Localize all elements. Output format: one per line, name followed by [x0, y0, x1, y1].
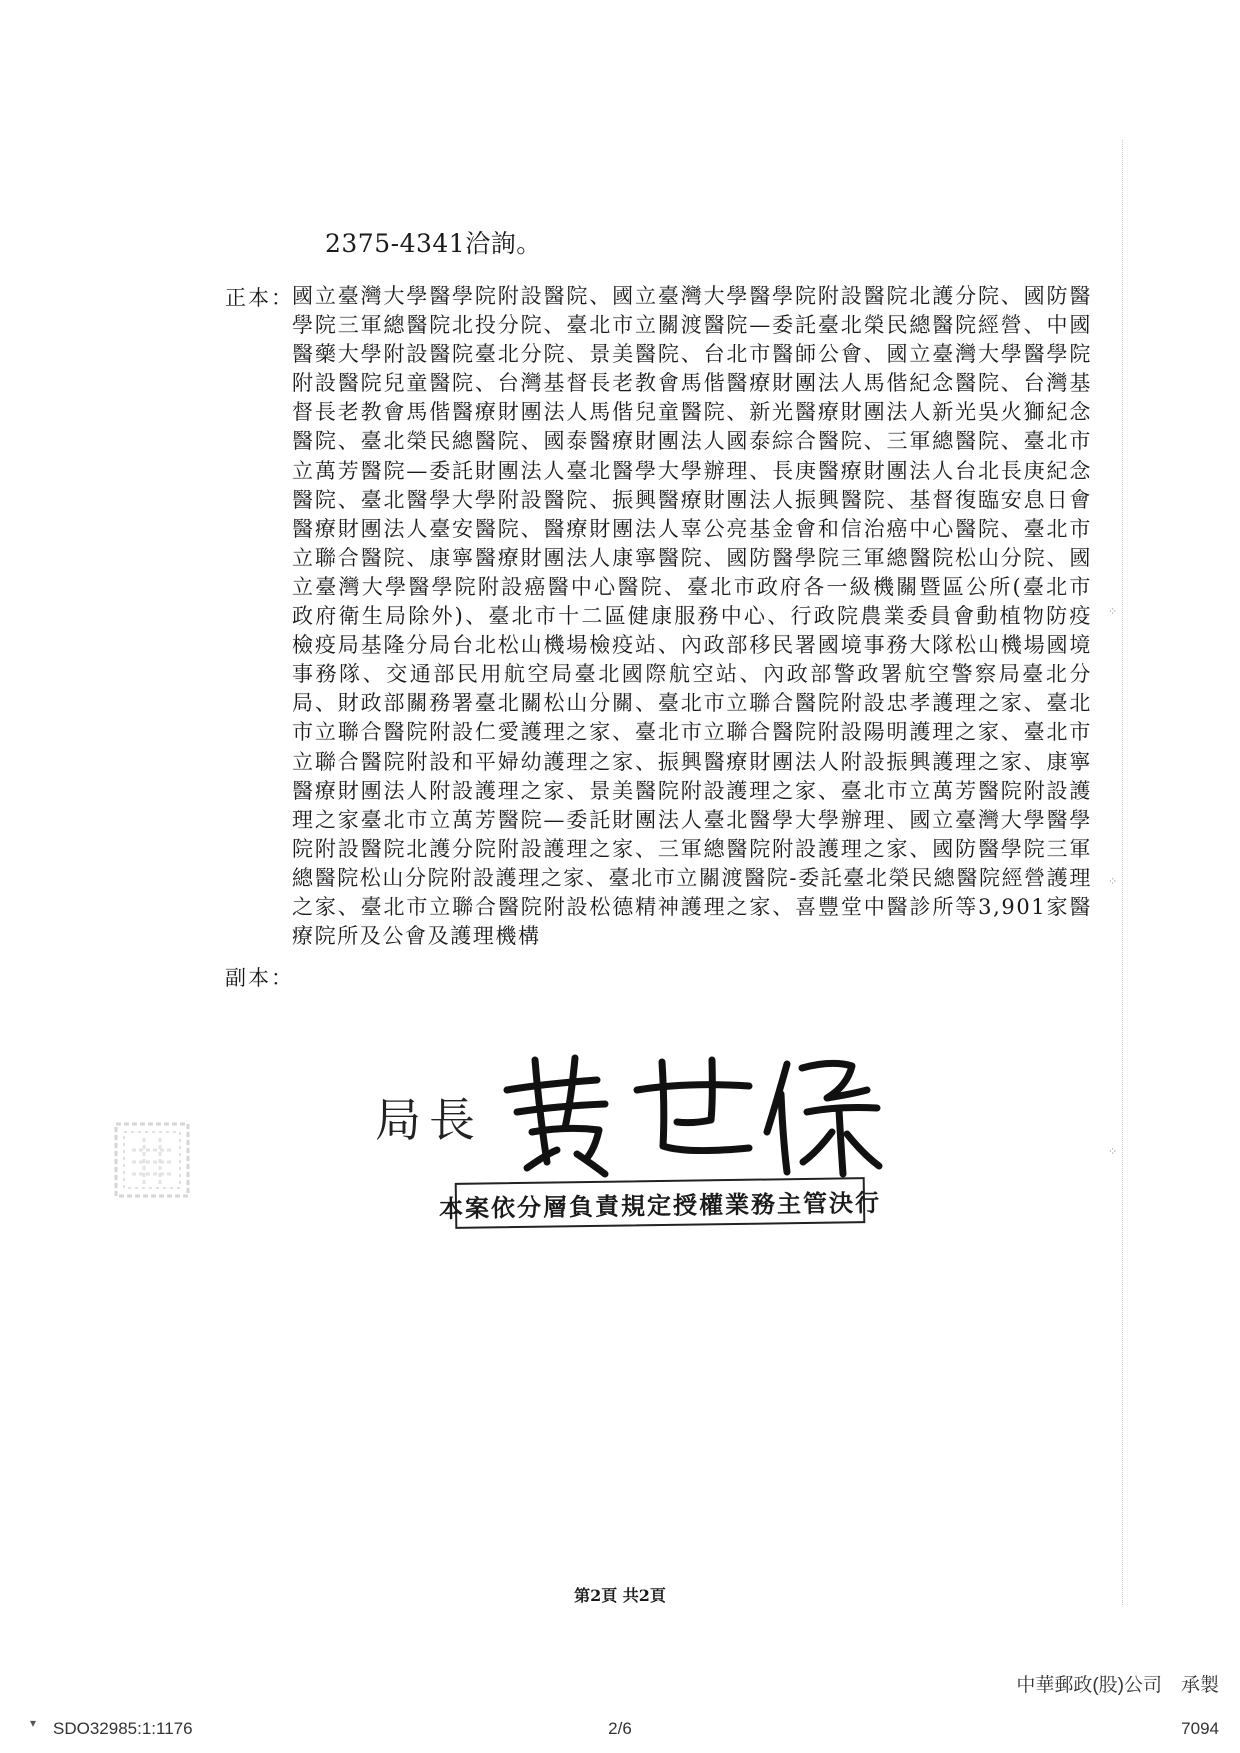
- scan-artifact-mark: ⁘: [1108, 875, 1118, 888]
- cc-label: 副本：: [225, 966, 294, 990]
- recipients-list: 國立臺灣大學醫學院附設醫院、國立臺灣大學醫學院附設醫院北護分院、國防醫學院三軍總醫院北投分院、臺北市立關渡醫院—委託臺北榮民總醫院經營、中國醫藥大學附設醫院臺北分院、景美醫院、台北市醫師公會、國立臺灣大學醫學院附設醫院兒童醫院、台灣基督長老教會馬偕醫療財團法人馬偕紀念醫院、台灣基督長老教會馬偕醫療財團法人馬偕兒童醫院、新光醫療財團法人新光吳火獅紀念醫院、臺北榮民總醫院、國泰醫療財團法人國泰綜合醫院、三軍總醫院、臺北市立萬芳醫院—委託財團法人臺北醫學大學辦理、長庚醫療財團法人台北長庚紀念醫院、臺北醫學大學附設醫院、振興醫療財團法人振興醫院、基督復臨安息日會醫療財團法人臺安醫院、醫療財團法人辜公亮基金會和信治癌中心醫院、臺北市立聯合醫院、康寧醫療財團法人康寧醫院、國防醫學院三軍總醫院松山分院、國立臺灣大學醫學院附設癌醫中心醫院、臺北市政府各一級機關暨區公所(臺北市政府衛生局除外)、臺北市十二區健康服務中心、行政院農業委員會動植物防疫檢疫局基隆分局台北松山機場檢疫站、內政部移民署國境事務大隊松山機場國境事務隊、交通部民用航空局臺北國際航空站、內政部警政署航空警察局臺北分局、財政部關務署臺北關松山分關、臺北市立聯合醫院附設忠孝護理之家、臺北市立聯合醫院附設仁愛護理之家、臺北市立聯合醫院附設陽明護理之家、臺北市立聯合醫院附設和平婦幼護理之家、振興醫療財團法人附設振興護理之家、康寧醫療財團法人附設護理之家、景美醫院附設護理之家、臺北市立萬芳醫院附設護理之家臺北市立萬芳醫院—委託財團法人臺北醫學大學辦理、國立臺灣大學醫學院附設醫院北護分院附設護理之家、三軍總醫院附設護理之家、國防醫學院三軍總醫院松山分院附設護理之家、臺北市立關渡醫院-委託臺北榮民總醫院經營護理之家、臺北市立聯合醫院附設松德精神護理之家、喜豐堂中醫診所等3,901家醫療院所及公會及護理機構: [292, 284, 1092, 949]
- page-number: 第2頁 共2頁: [574, 1586, 666, 1605]
- director-title: 局長: [375, 1093, 483, 1147]
- footer-page-indicator: 2/6: [608, 1719, 632, 1738]
- footer-number: 7094: [1181, 1719, 1219, 1738]
- footer-printer: 中華郵政(股)公司 承製: [1016, 1675, 1219, 1696]
- scan-artifact-mark: ⁘: [1108, 605, 1118, 618]
- contact-phone-line: 2375-4341洽詢。: [325, 229, 542, 258]
- handwritten-signature: [487, 1050, 887, 1180]
- delegation-stamp: 本案依分層負責規定授權業務主管決行: [455, 1177, 866, 1229]
- scan-artifact-mark: ⁘: [1108, 1145, 1118, 1158]
- faded-official-seal: [112, 1120, 192, 1200]
- footer-mark: ▾: [30, 1716, 37, 1730]
- recipients-label: 正本：: [225, 286, 294, 310]
- scan-edge-line: [1122, 140, 1123, 1605]
- footer-document-code: SDO32985:1:1176: [53, 1719, 193, 1738]
